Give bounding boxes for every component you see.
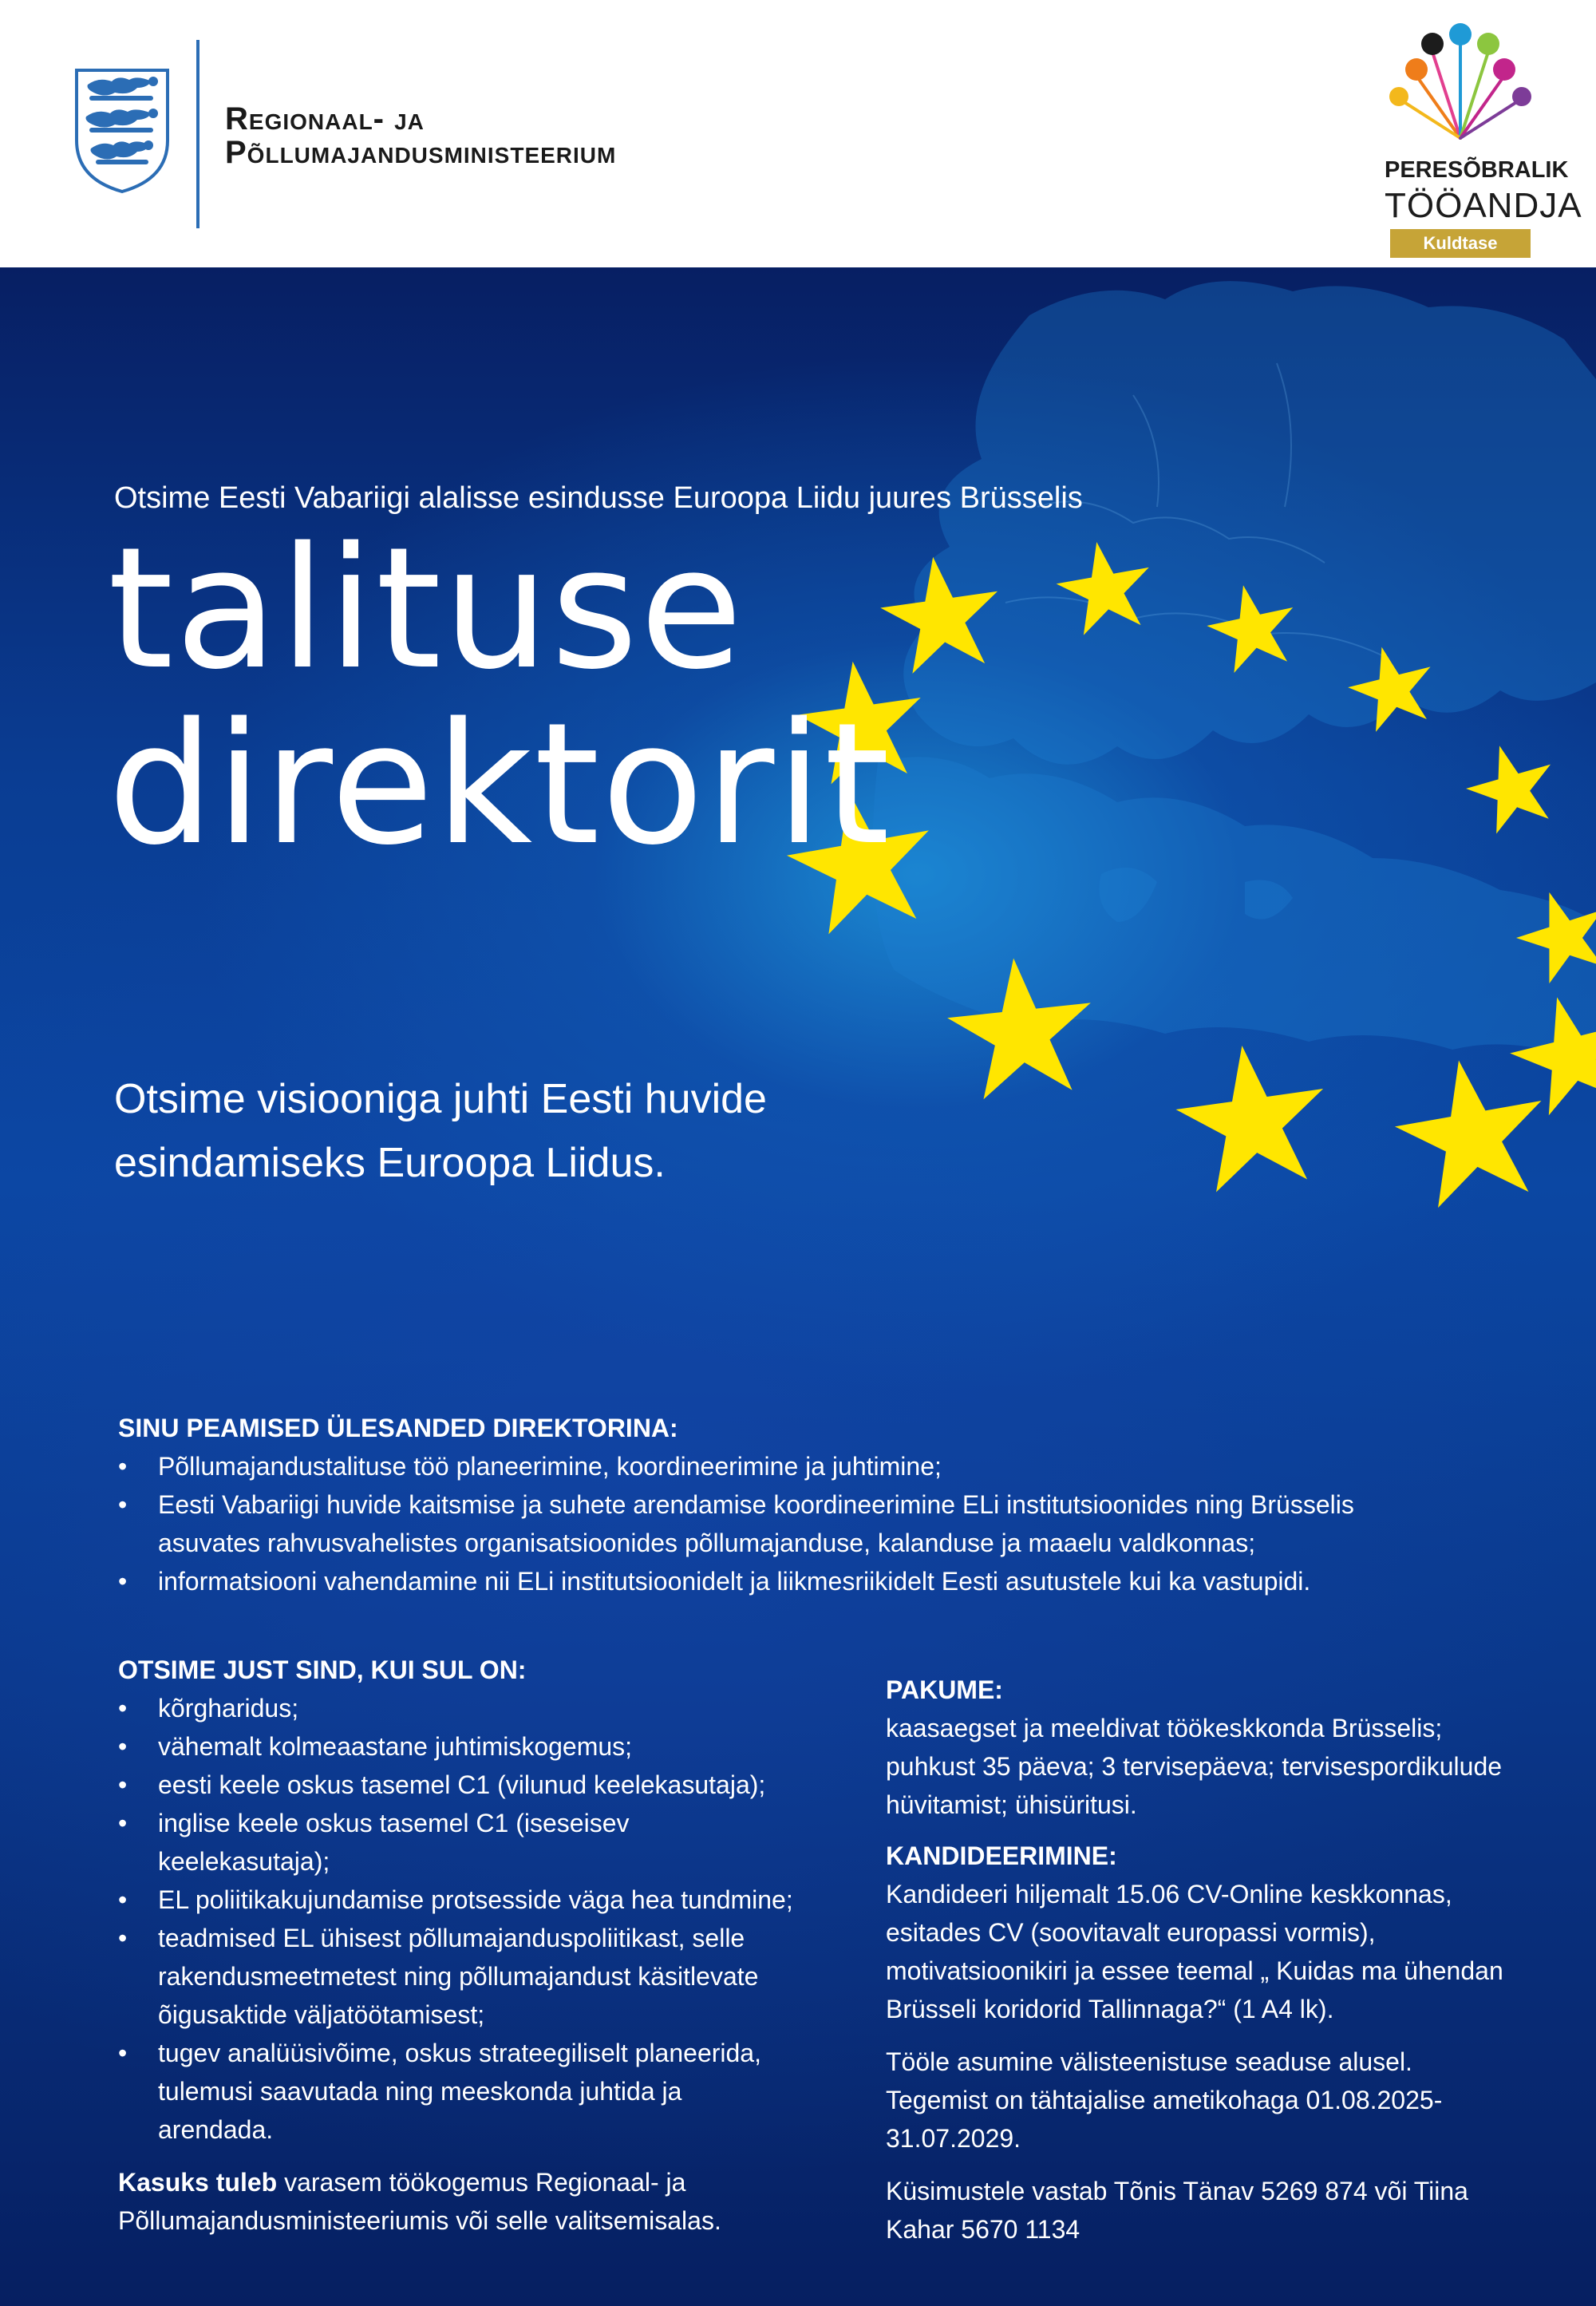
eu-star-icon <box>1050 534 1159 639</box>
ministry-name-line2: Põllumajandusministeerium <box>225 135 617 170</box>
requirement-item: • vähemalt kolmeaastane juhtimiskogemus; <box>118 1727 836 1766</box>
eu-star-icon <box>1341 637 1443 736</box>
requirement-item: • eesti keele oskus tasemel C1 (vilunud keelekasutaja); <box>118 1766 836 1804</box>
requirement-item: • teadmised EL ühisest põllumajanduspoliitikast, selle <box>118 1919 836 1957</box>
bonus-text <box>118 2163 836 2201</box>
ministry-name-line1: Regionaal- ja <box>225 101 425 136</box>
requirement-item-continuation: keelekasutaja); <box>158 1847 330 1876</box>
apply-line: motivatsioonikiri ja essee teemal „ Kuidas ma ühendan <box>886 1956 1503 1985</box>
eu-star-icon <box>1200 576 1304 677</box>
requirement-item-continuation: tulemusi saavutada ning meeskonda juhtida ja <box>158 2077 682 2106</box>
apply-line: Kandideeri hiljemalt 15.06 CV-Online keskkonnas, <box>886 1880 1452 1908</box>
tagline: Otsime Eesti Vabariigi alalisse esindusse Euroopa Liidu juures Brüsselis <box>114 481 1083 515</box>
offer-heading: PAKUME: <box>886 1675 1003 1704</box>
apply-line: Brüsseli koridorid Tallinnaga?“ (1 A4 lk). <box>886 1995 1334 2023</box>
badge-text-line2: TÖÖANDJA <box>1385 186 1582 225</box>
eu-star-icon <box>1385 1047 1556 1212</box>
requirement-item: • inglise keele oskus tasemel C1 (iseseisev <box>118 1804 836 1842</box>
terms-line: Tegemist on tähtajalise ametikohaga 01.08.2025- <box>886 2086 1443 2114</box>
family-friendly-employer-badge <box>1385 20 1582 253</box>
tasks-heading: SINU PEAMISED ÜLESANDED DIREKTORINA: <box>118 1414 678 1442</box>
bonus-rest: varasem töökogemus Regionaal- ja <box>277 2168 686 2197</box>
requirement-item-continuation: arendada. <box>158 2115 274 2144</box>
offer-line: kaasaegset ja meeldivat töökeskkonda Brüsselis; <box>886 1714 1443 1742</box>
requirement-item: • tugev analüüsivõime, oskus strateegiliselt planeerida, <box>118 2034 836 2072</box>
eu-star-icon <box>1506 878 1596 988</box>
terms-line: 31.07.2029. <box>886 2124 1021 2153</box>
eu-star-icon <box>875 548 1008 676</box>
bonus-text-line2: Põllumajandusministeeriumis või selle valitsemisalas. <box>118 2206 721 2235</box>
apply-heading: KANDIDEERIMINE: <box>886 1841 1117 1870</box>
contact-line: Küsimustele vastab Tõnis Tänav 5269 874 või Tiina <box>886 2177 1468 2205</box>
coat-of-arms-icon <box>73 67 171 195</box>
vision-line2: esindamiseks Euroopa Liidus. <box>114 1140 666 1186</box>
task-item: • informatsiooni vahendamine nii ELi institutsioonidelt ja liikmesriikidelt Eesti asutustele kui ka vastupidi. <box>118 1562 1539 1600</box>
contact-line: Kahar 5670 1134 <box>886 2215 1080 2244</box>
task-item: • Põllumajandustalituse töö planeerimine, koordineerimine ja juhtimine; <box>118 1447 1539 1485</box>
header <box>0 0 1596 267</box>
apply-line: esitades CV (soovitavalt europassi vormis), <box>886 1918 1376 1947</box>
header-divider <box>196 40 200 228</box>
badge-text-line1: PERESÕBRALIK <box>1385 157 1569 183</box>
vision-line1: Otsime visiooniga juhti Eesti huvide <box>114 1076 767 1122</box>
bonus-bold: Kasuks tuleb <box>118 2168 278 2197</box>
eu-star-icon <box>1499 983 1596 1121</box>
offer-line: puhkust 35 päeva; 3 tervisepäeva; tervisespordikulude <box>886 1752 1503 1781</box>
eu-star-icon <box>1168 1035 1335 1196</box>
offer-section <box>886 1671 1548 2249</box>
task-item-continuation: asuvates rahvusvahelistes organisatsioonides põllumajanduse, kalanduse ja maaelu valdkonnas; <box>158 1529 1256 1557</box>
requirement-item: • EL poliitikakujundamise protsesside väga hea tundmine; <box>118 1881 836 1919</box>
eu-star-icon <box>942 951 1100 1102</box>
requirements-section <box>118 1651 836 2240</box>
requirements-heading: OTSIME JUST SIND, KUI SUL ON: <box>118 1655 527 1684</box>
badge-level-label: Kuldtase <box>1390 229 1531 258</box>
tasks-section <box>118 1409 1539 1600</box>
people-tree-icon <box>1385 20 1536 140</box>
requirement-item-continuation: rakendusmeetmetest ning põllumajandust käsitlevate <box>158 1962 759 1991</box>
eu-star-icon <box>1457 734 1565 838</box>
requirement-item-continuation: õigusaktide väljatöötamisest; <box>158 2000 485 2029</box>
terms-line: Tööle asumine välisteenistuse seaduse alusel. <box>886 2047 1412 2076</box>
vision-statement <box>114 1067 767 1195</box>
ministry-name <box>225 102 616 169</box>
offer-line: hüvitamist; ühisüritusi. <box>886 1790 1137 1819</box>
requirement-item: • kõrgharidus; <box>118 1689 836 1727</box>
job-title-line2: direktorit <box>108 686 892 882</box>
task-item: • Eesti Vabariigi huvide kaitsmise ja suhete arendamise koordineerimine ELi institutsioonides ning Brüsselis <box>118 1485 1539 1524</box>
job-title-line1: talituse <box>108 511 745 706</box>
hero-section <box>0 267 1596 2306</box>
